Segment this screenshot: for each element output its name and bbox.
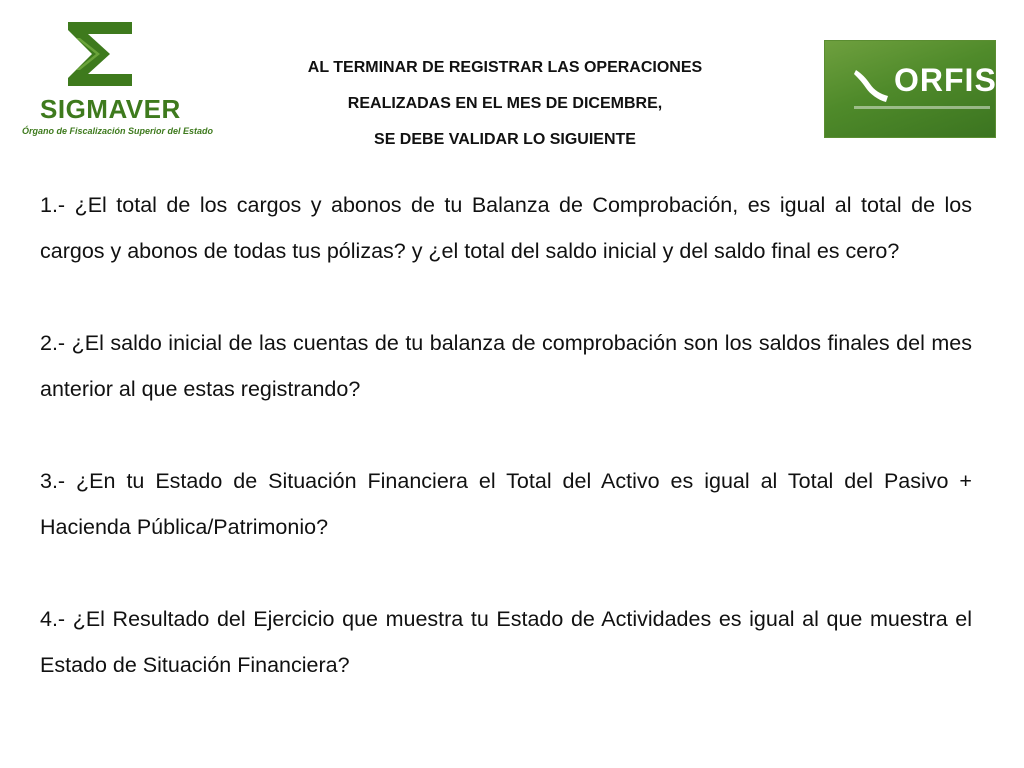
veracruz-map-icon — [852, 68, 892, 104]
validation-list — [40, 182, 972, 734]
validation-item-4: 4.- ¿El Resultado del Ejercicio que muestra tu Estado de Actividades es igual al que muestra el Estado de Situación Financiera? — [40, 607, 972, 677]
validation-item-1: 1.- ¿El total de los cargos y abonos de tu Balanza de Comprobación, es igual al total de los cargos y abonos de todas tus pólizas? y ¿el total del saldo inicial y del saldo final es cero? — [40, 193, 972, 263]
validation-item-2: 2.- ¿El saldo inicial de las cuentas de tu balanza de comprobación son los saldos finales del mes anterior al que estas registrando? — [40, 331, 972, 401]
header-line-1: AL TERMINAR DE REGISTRAR LAS OPERACIONES — [307, 59, 703, 76]
validation-item-3: 3.- ¿En tu Estado de Situación Financiera el Total del Activo es igual al Total del Pasivo + Hacienda Pública/Patrimonio? — [40, 469, 972, 539]
sigmaver-brand: SIGMAVER — [40, 94, 181, 124]
orfis-subtitle-line — [854, 106, 990, 109]
sigmaver-logo — [22, 20, 222, 140]
slide-header — [235, 50, 775, 158]
orfis-brand: ORFIS — [894, 62, 997, 98]
header-line-3: SE DEBE VALIDAR LO SIGUIENTE — [374, 131, 636, 148]
orfis-logo — [824, 40, 996, 138]
header-line-2: REALIZADAS EN EL MES DE DICEMBRE, — [347, 95, 663, 112]
sigmaver-tagline: Órgano de Fiscalización Superior del Estado — [22, 126, 214, 136]
sigma-logo-icon — [66, 20, 138, 88]
